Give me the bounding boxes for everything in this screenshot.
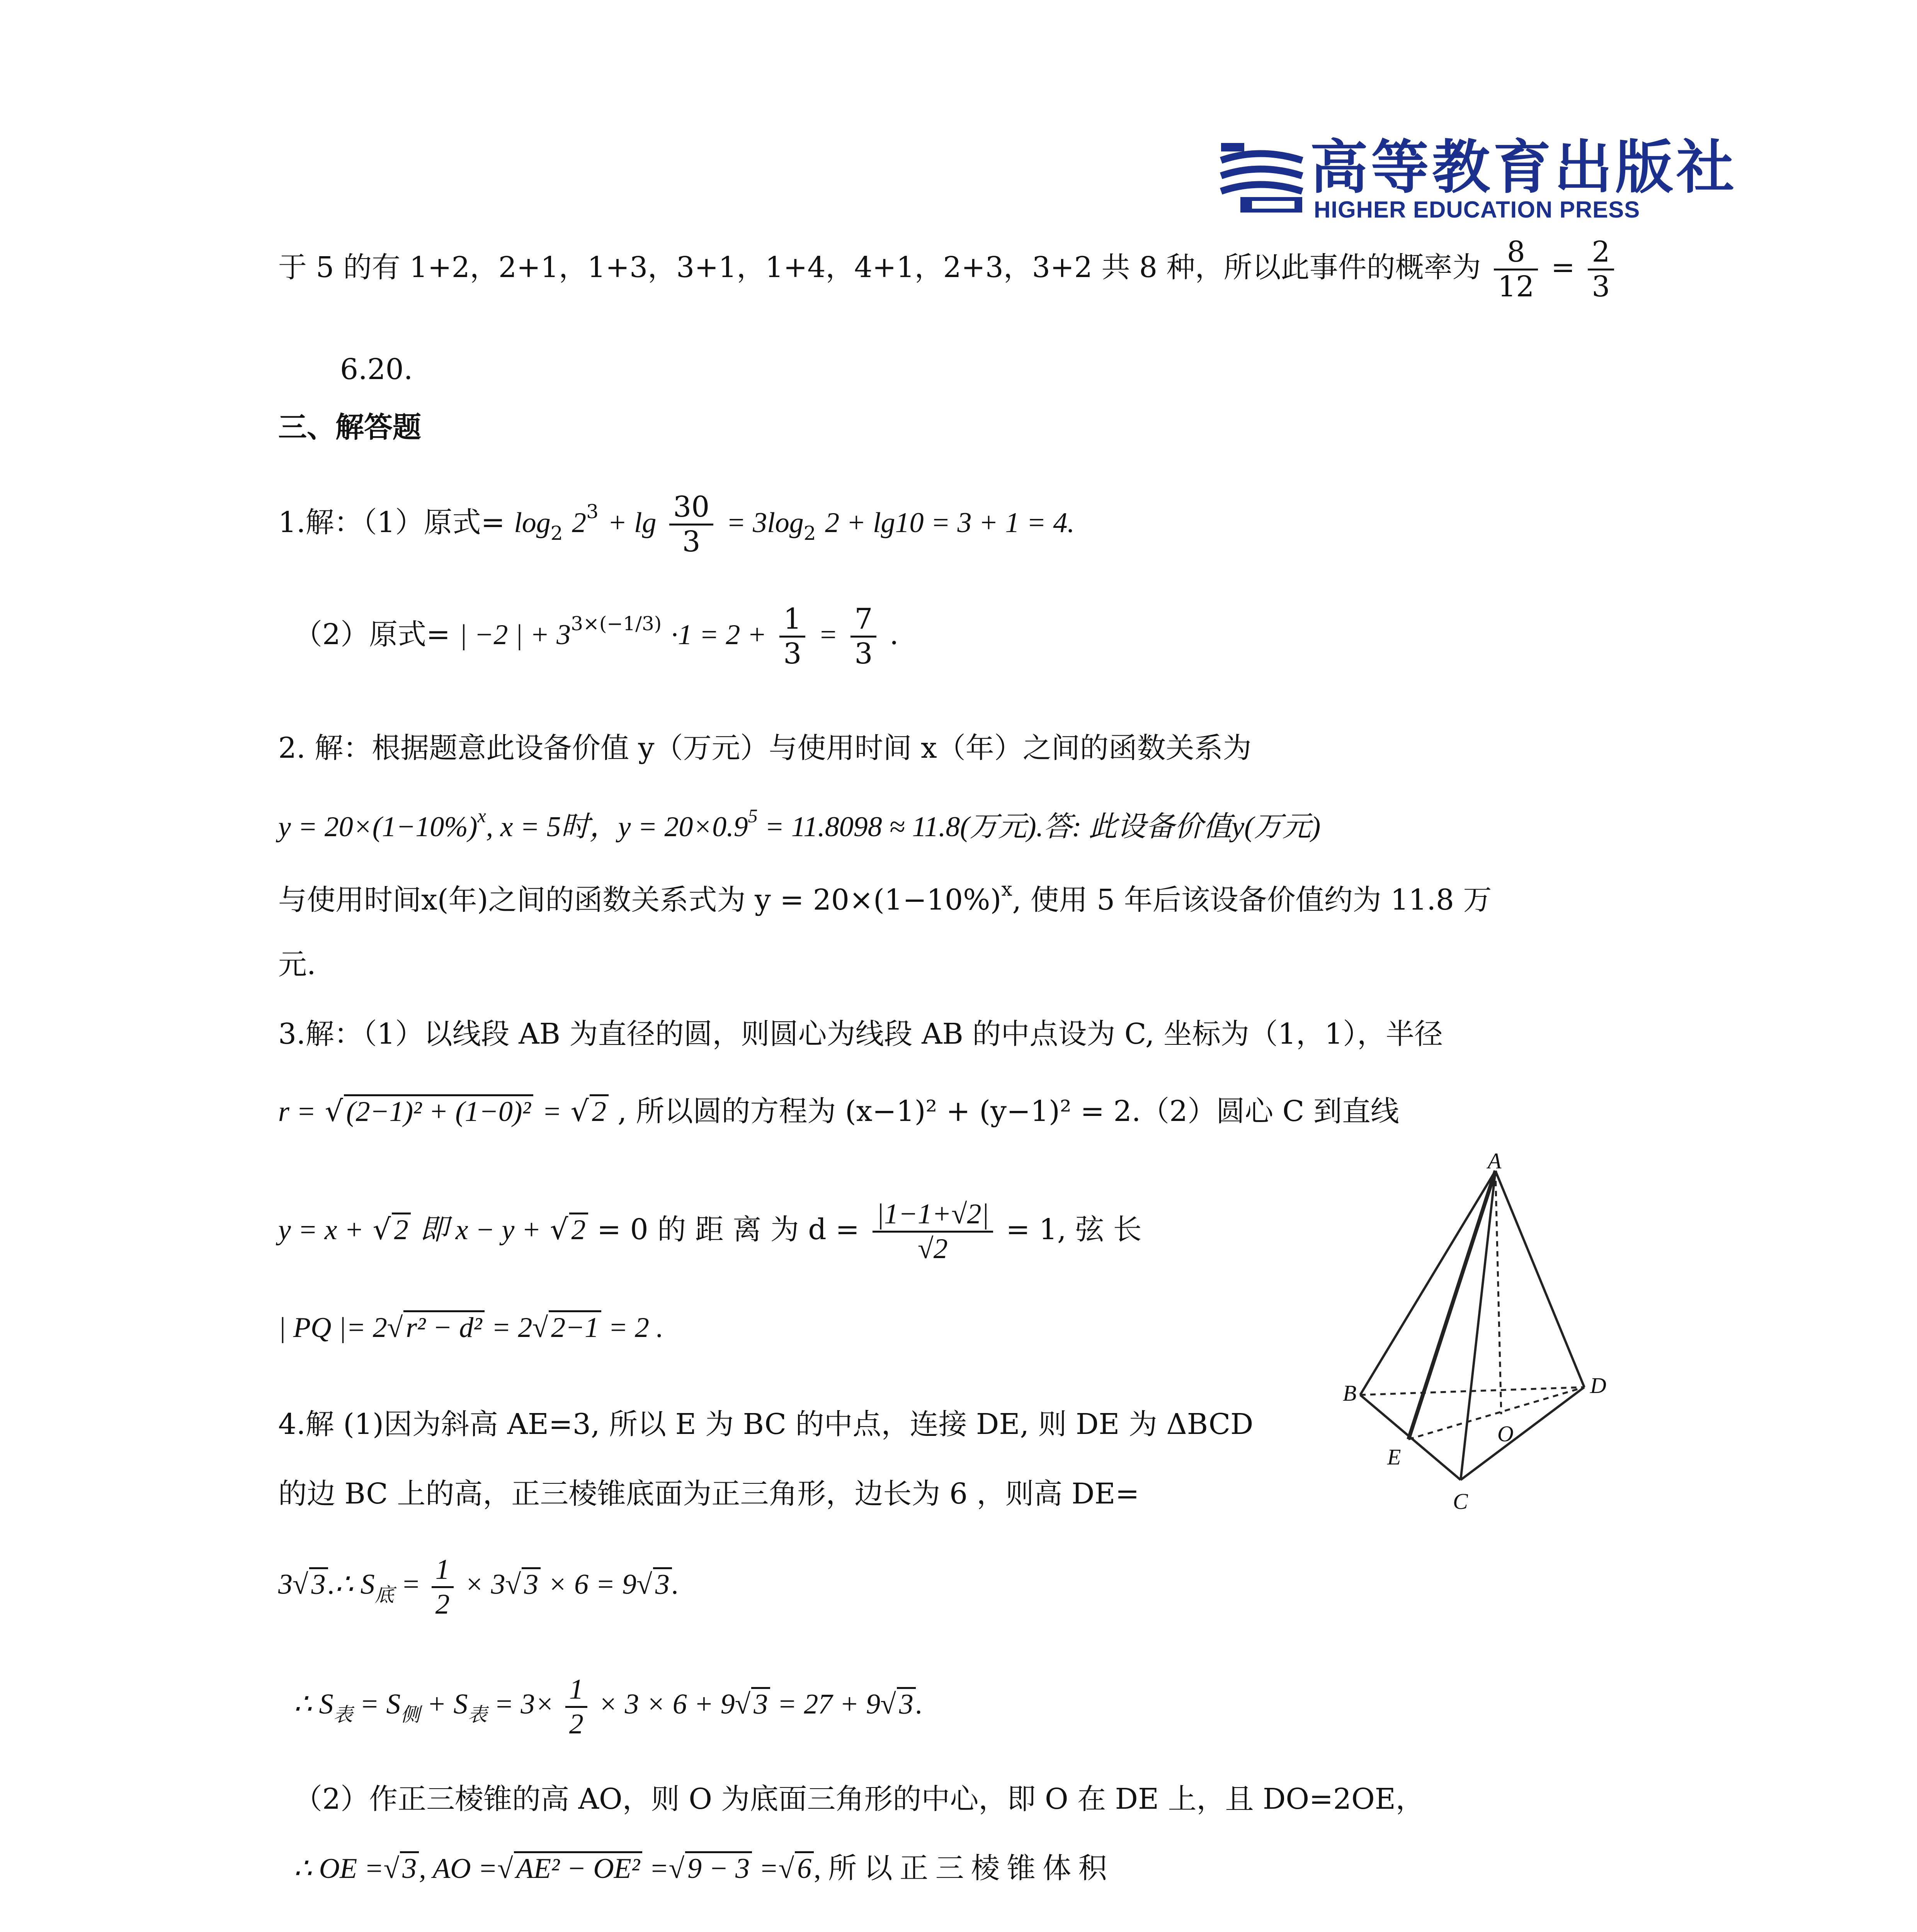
numerator: 1	[779, 603, 805, 638]
text-line	[278, 1553, 679, 1621]
edge-cd	[1461, 1387, 1584, 1480]
math-run: | −2 | + 3	[459, 619, 571, 651]
radicand: 3	[897, 1687, 916, 1720]
sqrt-sign-icon: √	[383, 1853, 400, 1884]
math-run: | PQ |= 2	[278, 1312, 387, 1344]
fraction	[669, 491, 713, 558]
section-heading: 三、解答题	[278, 411, 421, 444]
numerator: 2	[1588, 236, 1614, 270]
math-run: .∴ S	[328, 1568, 375, 1600]
math-run: = 27 + 9	[770, 1688, 881, 1720]
math-run: =	[394, 1568, 421, 1600]
sqrt-sign-icon: √	[532, 1312, 548, 1344]
subscript: 2	[550, 522, 563, 545]
publisher-name-cn: 高等教育出版社	[1310, 133, 1738, 201]
publisher-name-en: HIGHER EDUCATION PRESS	[1314, 197, 1640, 223]
math-run: 即 x − y +	[420, 1214, 541, 1246]
denominator: 12	[1498, 270, 1534, 304]
sqrt-sign-icon: √	[735, 1688, 751, 1720]
math-run: log	[514, 507, 551, 539]
denominator: √2	[917, 1233, 948, 1265]
math-run: = S	[352, 1688, 401, 1720]
sqrt-sign-icon: √	[293, 1568, 308, 1600]
sqrt-sign-icon: √	[373, 1213, 391, 1247]
radicand: 2	[590, 1094, 609, 1128]
text-run: =	[1551, 251, 1575, 284]
sqrt-sign-icon: √	[636, 1568, 652, 1600]
text-line: 2. 解：根据题意此设备价值 y（万元）与使用时间 x（年）之间的函数关系为	[278, 731, 1252, 765]
fraction	[565, 1673, 587, 1741]
math-run: ∴ S	[294, 1688, 333, 1720]
sqrt-sign-icon: √	[497, 1853, 513, 1884]
radicand: 9 − 3	[685, 1851, 752, 1884]
math-run: 2	[572, 507, 587, 539]
radicand: 2	[392, 1213, 411, 1246]
superscript: 3	[586, 500, 599, 523]
math-run: × 3 × 6 + 9	[598, 1688, 735, 1720]
edge-ac	[1461, 1171, 1495, 1480]
edge-ae	[1408, 1171, 1495, 1439]
radicand: (2−1)² + (1−0)²	[344, 1094, 533, 1128]
fraction	[850, 603, 876, 670]
math-run: r =	[278, 1096, 316, 1128]
fraction	[1494, 236, 1538, 303]
numerator: 1	[565, 1673, 587, 1708]
edge-ao	[1495, 1171, 1501, 1414]
math-run: = 3×	[487, 1688, 555, 1720]
text-run: 与使用时间x(年)之间的函数关系式为 y = 20×(1−10%)	[278, 883, 1002, 917]
pyramid-figure	[1343, 1148, 1662, 1519]
publisher-logo-icon	[1217, 139, 1306, 216]
text-line	[278, 236, 1618, 303]
text-run: = 1, 弦 长	[1006, 1213, 1142, 1247]
fraction	[1588, 236, 1614, 303]
text-line	[294, 1851, 1107, 1887]
numerator: 30	[669, 491, 713, 526]
subscript: 底	[374, 1584, 394, 1606]
text-run: = 0 的 距 离 为 d =	[597, 1213, 860, 1247]
radicand: 2	[569, 1213, 588, 1246]
text-line	[294, 1673, 923, 1741]
superscript: 5	[748, 805, 758, 827]
text-line: 的边 BC 上的高，正三棱锥底面为正三角形，边长为 6 ，则高 DE=	[278, 1477, 1140, 1510]
radicand: 2−1	[549, 1310, 601, 1344]
numerator: |1−1+√2|	[873, 1198, 993, 1233]
sqrt-sign-icon: √	[387, 1312, 403, 1344]
text-line	[278, 1198, 1142, 1265]
text-run: 于 5 的有 1+2，2+1，1+3，3+1，1+4，4+1，2+3，3+2 共 8 种，所以此事件的概率为	[278, 251, 1481, 284]
radicand: AE² − OE²	[514, 1851, 642, 1884]
fraction	[432, 1553, 454, 1621]
denominator: 2	[569, 1708, 583, 1740]
math-run: =	[542, 1096, 562, 1128]
sqrt-sign-icon: √	[570, 1095, 589, 1128]
text-run: .	[889, 618, 899, 651]
edge-bd	[1360, 1387, 1584, 1395]
subscript: 表	[468, 1704, 487, 1726]
radicand: r² − d²	[403, 1310, 484, 1344]
math-run: =	[752, 1853, 779, 1884]
denominator: 3	[1592, 270, 1610, 304]
vertex-label-e: E	[1387, 1444, 1401, 1469]
text-line: 6.20.	[340, 353, 413, 386]
numerator: 8	[1494, 236, 1538, 270]
text-line	[278, 804, 1320, 845]
text-line: 4.解 (1)因为斜高 AE=3, 所以 E 为 BC 的中点，连接 DE, 则 DE 为 ΔBCD	[278, 1408, 1254, 1441]
math-run: .	[915, 1688, 923, 1720]
numerator: 1	[432, 1553, 454, 1588]
math-run: =	[642, 1853, 669, 1884]
radicand: 6	[795, 1851, 814, 1884]
math-run: × 3	[464, 1568, 505, 1600]
math-run: , x = 5时，y = 20×0.9	[486, 811, 748, 843]
math-run: 3	[278, 1568, 293, 1600]
fraction	[779, 603, 805, 670]
publisher-header	[1217, 131, 1738, 224]
math-run: = 3log	[726, 507, 804, 539]
vertex-label-o: O	[1497, 1421, 1514, 1446]
vertex-label-d: D	[1590, 1373, 1606, 1398]
text-line	[278, 491, 1075, 558]
math-run: .	[672, 1568, 679, 1600]
vertex-label-b: B	[1343, 1381, 1357, 1406]
math-run: = 2	[484, 1312, 532, 1344]
math-run: 2 + lg10 = 3 + 1 = 4.	[825, 507, 1075, 539]
sqrt-sign-icon: √	[505, 1568, 521, 1600]
text-run: , 使用 5 年后该设备价值约为 11.8 万	[1012, 883, 1492, 917]
text-line: 元.	[278, 948, 316, 981]
subscript: 表	[333, 1704, 353, 1726]
edge-ed	[1408, 1387, 1584, 1439]
numerator: 7	[850, 603, 876, 638]
vertex-label-a: A	[1488, 1148, 1502, 1173]
denominator: 3	[682, 525, 701, 559]
subscript: 侧	[400, 1704, 420, 1726]
sqrt-sign-icon: √	[778, 1853, 794, 1884]
radicand: 3	[751, 1687, 770, 1720]
text-line: （2）作正三棱锥的高 AO，则 O 为底面三角形的中心，即 O 在 DE 上，且 DO=2OE，	[294, 1782, 1424, 1816]
math-run: = 2 .	[601, 1312, 663, 1344]
text-line	[294, 603, 898, 670]
math-run: y = x +	[278, 1214, 364, 1246]
vertex-label-c: C	[1453, 1489, 1468, 1514]
radicand: 3	[400, 1851, 419, 1884]
edge-bc	[1360, 1395, 1461, 1480]
radicand: 3	[309, 1567, 328, 1600]
denominator: 2	[435, 1588, 450, 1621]
sqrt-sign-icon: √	[325, 1095, 343, 1128]
superscript: x	[1001, 878, 1012, 900]
math-run: + lg	[607, 507, 657, 539]
math-run: = 11.8098 ≈ 11.8(万元).答: 此设备价值y(万元)	[757, 811, 1321, 843]
math-run: × 6 = 9	[541, 1568, 637, 1600]
math-run: y = 20×(1−10%)	[278, 811, 478, 843]
math-run: ·1 = 2 +	[670, 619, 767, 651]
subscript: 2	[803, 522, 816, 545]
text-line: 3.解：（1）以线段 AB 为直径的圆，则圆心为线段 AB 的中点设为 C, 坐标为（1，1），半径	[278, 1017, 1443, 1051]
math-run: =	[818, 619, 838, 651]
text-line	[278, 1310, 663, 1346]
edge-ad	[1495, 1171, 1584, 1387]
text-line	[278, 877, 1492, 918]
superscript: 3×(−1/3)	[571, 612, 662, 635]
radicand: 3	[522, 1567, 541, 1600]
superscript: x	[477, 805, 486, 827]
sqrt-sign-icon: √	[668, 1853, 685, 1884]
sqrt-sign-icon: √	[880, 1688, 896, 1720]
denominator: 3	[783, 637, 802, 671]
text-run: 1.解：（1）原式=	[278, 506, 505, 539]
text-line	[278, 1094, 1399, 1130]
math-run: , AO =	[419, 1853, 498, 1884]
math-run: ∴ OE =	[294, 1853, 384, 1884]
math-run: + S	[420, 1688, 468, 1720]
text-run: , 所以圆的方程为 (x−1)² + (y−1)² = 2.（2）圆心 C 到直线	[617, 1095, 1399, 1128]
radicand: 3	[653, 1567, 672, 1600]
fraction	[873, 1198, 993, 1265]
text-run: （2）原式=	[294, 618, 451, 651]
text-run: , 所 以 正 三 棱 锥 体 积	[814, 1853, 1107, 1884]
sqrt-sign-icon: √	[550, 1213, 568, 1247]
denominator: 3	[854, 637, 873, 671]
